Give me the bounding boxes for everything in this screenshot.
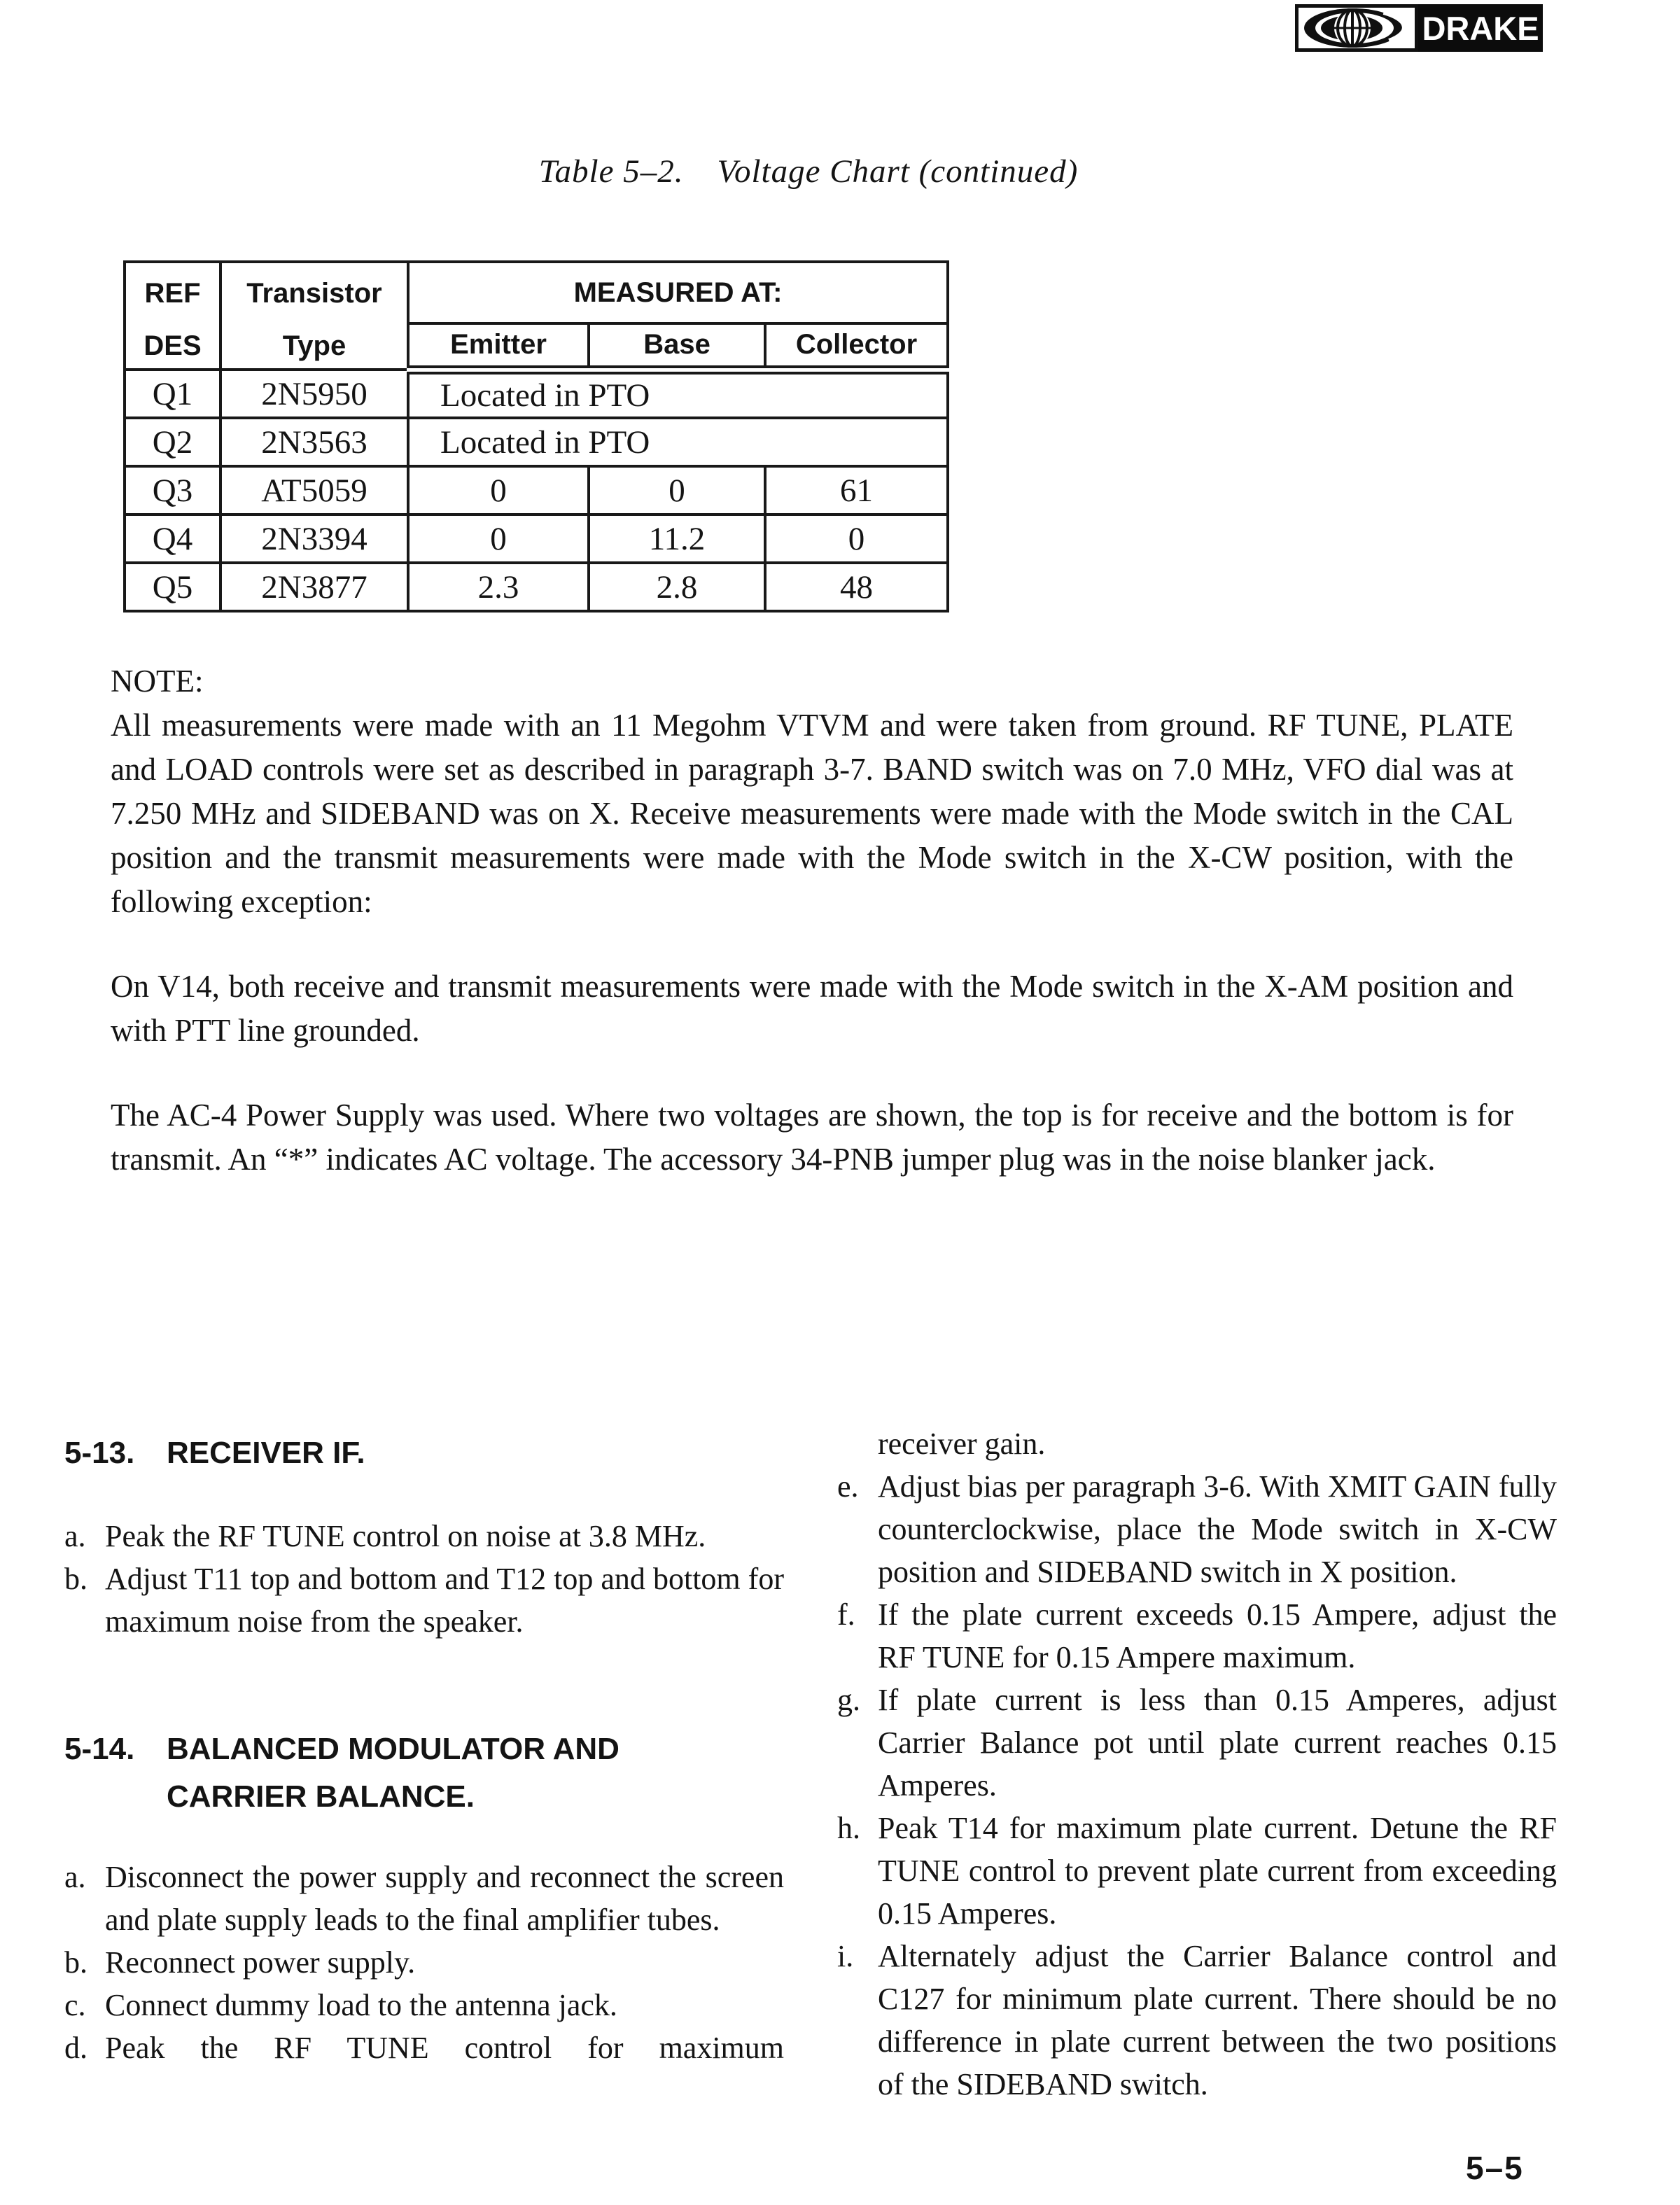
drake-emblem-icon <box>1295 4 1418 52</box>
item-text: Peak T14 for maximum plate current. Detune the RF TUNE control to prevent plate current from exceeding 0.15 Amperes. <box>878 1811 1557 1931</box>
list-item <box>64 1856 784 1941</box>
continuation-line: receiver gain. <box>878 1427 1046 1461</box>
list-item <box>64 1984 784 2026</box>
column-header-base: Base <box>589 323 765 370</box>
list-item <box>837 1679 1557 1807</box>
section-5-14-heading <box>64 1726 784 1821</box>
item-text: Disconnect the power supply and reconnect the screen and plate supply leads to the final amplifier tubes. <box>105 1860 784 1937</box>
cell-location-note: Located in PTO <box>408 418 948 466</box>
page-number: 5–5 <box>1466 2150 1524 2186</box>
cell-base: 2.8 <box>589 563 765 611</box>
voltage-table <box>123 260 949 612</box>
brand-wordmark: DRAKE <box>1418 4 1543 52</box>
cell-transistor-type: 2N3394 <box>220 514 408 563</box>
right-column <box>837 1413 1557 2106</box>
item-label: f. <box>837 1597 855 1632</box>
note-paragraph: The AC-4 Power Supply was used. Where two voltages are shown, the top is for receive and the bottom is for transmit. An “*” indicates AC voltage. The accessory 34-PNB jumper plug was in the noise blanker jack. <box>111 1098 1513 1177</box>
cell-collector: 61 <box>765 466 948 514</box>
header-ref: REF <box>144 277 201 309</box>
cell-transistor-type: 2N5950 <box>220 370 408 418</box>
list-item <box>837 1935 1557 2106</box>
table-caption: Table 5–2. Voltage Chart (continued) <box>538 153 1079 190</box>
item-text: Peak the RF TUNE control for maximum <box>105 2031 784 2065</box>
cell-collector: 48 <box>765 563 948 611</box>
cell-base: 0 <box>589 466 765 514</box>
left-column <box>64 1413 784 2106</box>
column-header-emitter: Emitter <box>408 323 589 370</box>
cell-emitter: 0 <box>408 466 589 514</box>
list-item <box>64 2026 784 2069</box>
cell-ref-des: Q3 <box>125 466 220 514</box>
table-row <box>125 563 948 611</box>
item-text: If the plate current exceeds 0.15 Ampere, adjust the RF TUNE for 0.15 Ampere maximum. <box>878 1597 1557 1674</box>
cell-transistor-type: AT5059 <box>220 466 408 514</box>
list-item <box>64 1558 784 1643</box>
item-text: Reconnect power supply. <box>105 1945 416 1980</box>
section-number: 5-14. <box>64 1732 135 1766</box>
cell-ref-des: Q1 <box>125 370 220 418</box>
cell-collector: 0 <box>765 514 948 563</box>
table-row <box>125 418 948 466</box>
header-type: Type <box>282 330 346 361</box>
section-title: RECEIVER IF. <box>167 1436 365 1470</box>
cell-ref-des: Q5 <box>125 563 220 611</box>
item-text: If plate current is less than 0.15 Amperes, adjust Carrier Balance pot until plate current reaches 0.15 Amperes. <box>878 1683 1557 1802</box>
cell-emitter: 0 <box>408 514 589 563</box>
column-header-transistor-type <box>220 262 408 370</box>
note-label: NOTE: <box>111 664 204 699</box>
drake-logo <box>1295 4 1543 52</box>
column-header-measured-at: MEASURED AT: <box>408 262 948 323</box>
section-title-line2: CARRIER BALANCE. <box>167 1779 475 1814</box>
section-title <box>167 1726 620 1821</box>
item-text: Alternately adjust the Carrier Balance control and C127 for minimum plate current. There should be no difference in plate current between the two positions of the SIDEBAND switch. <box>878 1939 1557 2101</box>
item-label: a. <box>64 1860 86 1894</box>
list-item <box>837 1593 1557 1679</box>
section-number: 5-13. <box>64 1436 135 1470</box>
table-row <box>125 466 948 514</box>
header-transistor: Transistor <box>246 277 382 309</box>
cell-transistor-type: 2N3877 <box>220 563 408 611</box>
section-5-13-items <box>64 1515 784 1643</box>
cell-base: 11.2 <box>589 514 765 563</box>
item-label: b. <box>64 1945 88 1980</box>
item-label: c. <box>64 1988 86 2022</box>
table-row <box>125 514 948 563</box>
column-header-ref-des <box>125 262 220 370</box>
item-label: b. <box>64 1562 88 1596</box>
cell-transistor-type: 2N3563 <box>220 418 408 466</box>
section-5-14-items <box>64 1856 784 2069</box>
table-row <box>125 370 948 418</box>
section-5-13-heading <box>64 1431 784 1476</box>
header-des: DES <box>144 330 202 361</box>
item-text: Connect dummy load to the antenna jack. <box>105 1988 617 2022</box>
list-item <box>64 1941 784 1984</box>
item-label: d. <box>64 2031 88 2065</box>
note-paragraph: All measurements were made with an 11 Megohm VTVM and were taken from ground. RF TUNE, PLATE and LOAD controls were set as described in paragraph 3-7. BAND switch was on 7.0 MHz, VFO dial was at 7.250 MHz and SIDEBAND was on X. Receive measurements were made with the Mode switch in the CAL position and the transmit measurements were made with the Mode switch in the X-CW position, with the following exception: <box>111 708 1513 919</box>
item-text: Peak the RF TUNE control on noise at 3.8 MHz. <box>105 1519 706 1553</box>
item-label: e. <box>837 1469 859 1504</box>
list-item <box>837 1807 1557 1935</box>
procedure-columns <box>64 1413 1627 2106</box>
item-label: i. <box>837 1939 854 1973</box>
item-label: a. <box>64 1519 86 1553</box>
item-label: g. <box>837 1683 860 1717</box>
item-label: h. <box>837 1811 860 1845</box>
section-title-line1: BALANCED MODULATOR AND <box>167 1732 620 1766</box>
column-header-collector: Collector <box>765 323 948 370</box>
cell-ref-des: Q4 <box>125 514 220 563</box>
cell-ref-des: Q2 <box>125 418 220 466</box>
list-item <box>64 1515 784 1558</box>
note-block <box>111 659 1513 1182</box>
item-text: Adjust bias per paragraph 3-6. With XMIT GAIN fully counterclockwise, place the Mode switch in X-CW position and SIDEBAND switch in X position. <box>878 1469 1557 1589</box>
cell-emitter: 2.3 <box>408 563 589 611</box>
list-item <box>837 1465 1557 1593</box>
item-text: Adjust T11 top and bottom and T12 top and bottom for maximum noise from the speaker. <box>105 1562 784 1639</box>
note-paragraph: On V14, both receive and transmit measurements were made with the Mode switch in the X-AM position and with PTT line grounded. <box>111 969 1513 1048</box>
cell-location-note: Located in PTO <box>408 370 948 418</box>
